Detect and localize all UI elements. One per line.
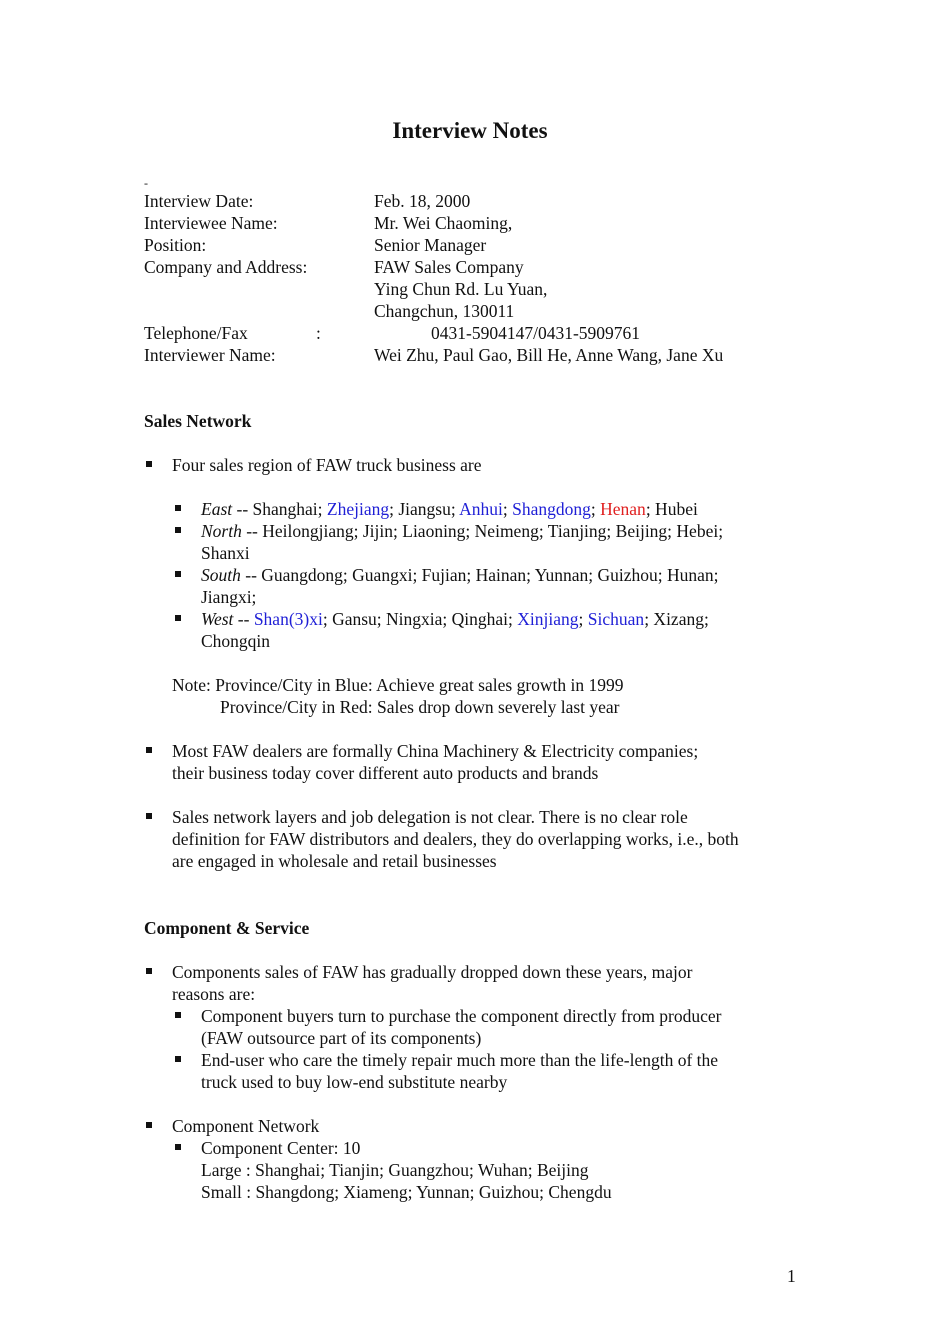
info-row-address-2 (144, 278, 844, 300)
square-bullet-icon (146, 968, 152, 974)
square-bullet-icon (175, 505, 181, 511)
section-heading-component-service: Component & Service (144, 918, 310, 938)
info-value: FAW Sales Company (374, 257, 524, 277)
info-row-name (144, 212, 844, 234)
bullet-text: Four sales region of FAW truck business are (172, 455, 482, 475)
info-value: 0431-5904147/0431-5909761 (431, 323, 641, 343)
region-west: West -- Shan(3)xi; Gansu; Ningxia; Qinghai; Xinjiang; Sichuan; Xizang; Chongqin (144, 608, 804, 652)
bullet-item: Components sales of FAW has gradually dropped down these years, major reasons are: (144, 961, 804, 1005)
bullet-item (144, 454, 804, 476)
color-note: Note: Province/City in Blue: Achieve great sales growth in 1999 (172, 675, 624, 695)
square-bullet-icon (175, 1012, 181, 1018)
color-note: Province/City in Red: Sales drop down severely last year (220, 697, 620, 717)
info-row-address-3 (144, 300, 844, 322)
section-heading-sales-network: Sales Network (144, 411, 252, 431)
province-growth: Shan(3)xi (253, 609, 323, 629)
bullet-item: Component Network (144, 1115, 804, 1137)
info-label: Telephone/Fax (144, 323, 248, 343)
component-service-body (144, 961, 804, 1203)
page-number: 1 (787, 1266, 796, 1286)
info-value: Mr. Wei Chaoming, (374, 213, 513, 233)
bullet-item: Most FAW dealers are formally China Machinery & Electricity companies; their business today cover different auto products and brands (144, 740, 804, 784)
info-value: Ying Chun Rd. Lu Yuan, (374, 279, 548, 299)
sub-bullet-item: Component Center: 10 (144, 1137, 804, 1159)
province-growth: Shangdong (512, 499, 591, 519)
info-label: Interviewer Name: (144, 345, 276, 365)
sales-network-body (144, 454, 804, 872)
sub-bullet-item: Component buyers turn to purchase the component directly from producer (FAW outsource part of its components) (144, 1005, 804, 1049)
region-label: South (201, 565, 241, 585)
region-label: West (201, 609, 234, 629)
province-growth: Sichuan (587, 609, 645, 629)
square-bullet-icon (175, 1144, 181, 1150)
info-row-telephone (144, 322, 844, 344)
province-growth: Anhui (459, 499, 503, 519)
province-drop: Henan (600, 499, 646, 519)
square-bullet-icon (175, 1056, 181, 1062)
square-bullet-icon (175, 571, 181, 577)
info-colon: : (316, 323, 321, 343)
province-growth: Xinjiang (517, 609, 579, 629)
info-row-interviewer (144, 344, 844, 366)
component-center-small: Small : Shangdong; Xiameng; Yunnan; Guizhou; Chengdu (201, 1182, 612, 1202)
info-row-date (144, 190, 844, 212)
info-label: Position: (144, 235, 207, 255)
info-row-company (144, 256, 844, 278)
info-row-position (144, 234, 844, 256)
square-bullet-icon (146, 1122, 152, 1128)
dash-mark: - (144, 176, 148, 190)
info-value: Feb. 18, 2000 (374, 191, 471, 211)
square-bullet-icon (146, 747, 152, 753)
bullet-item: Sales network layers and job delegation is not clear. There is no clear role definition for FAW distributors and dealers, they do overlapping works, i.e., both are engaged in wholesale and retail businesses (144, 806, 804, 872)
info-value: Changchun, 130011 (374, 301, 515, 321)
interview-info (144, 190, 844, 366)
info-label: Interview Date: (144, 191, 254, 211)
region-east: East -- Shanghai; Zhejiang; Jiangsu; Anhui; Shangdong; Henan; Hubei (144, 498, 804, 520)
sub-bullet-item: End-user who care the timely repair much more than the life-length of the truck used to buy low-end substitute nearby (144, 1049, 804, 1093)
region-label: East (201, 499, 233, 519)
region-north: North -- Heilongjiang; Jijin; Liaoning; Neimeng; Tianjing; Beijing; Hebei; Shanxi (144, 520, 804, 564)
info-value: Senior Manager (374, 235, 487, 255)
region-south: South -- Guangdong; Guangxi; Fujian; Hainan; Yunnan; Guizhou; Hunan; Jiangxi; (144, 564, 804, 608)
square-bullet-icon (146, 813, 152, 819)
page-title: Interview Notes (392, 118, 548, 143)
component-center-large: Large : Shanghai; Tianjin; Guangzhou; Wuhan; Beijing (201, 1160, 589, 1180)
region-label: North (201, 521, 242, 541)
square-bullet-icon (146, 461, 152, 467)
info-value: Wei Zhu, Paul Gao, Bill He, Anne Wang, Jane Xu (374, 345, 724, 365)
province-growth: Zhejiang (326, 499, 390, 519)
square-bullet-icon (175, 615, 181, 621)
info-label: Interviewee Name: (144, 213, 278, 233)
info-label: Company and Address: (144, 257, 308, 277)
square-bullet-icon (175, 527, 181, 533)
